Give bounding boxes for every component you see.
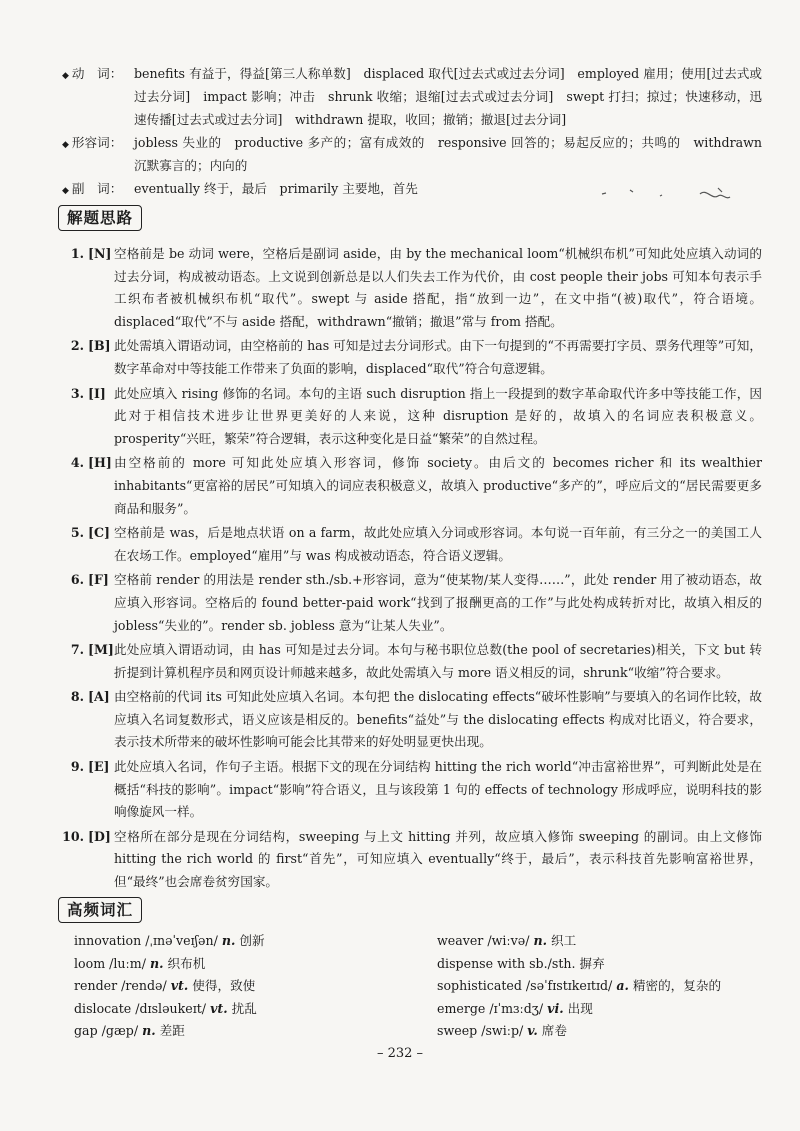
list-item: 7. [M] 此处应填入谓语动词，由 has 可知是过去分词。本句与秘书职位总数(the pool of secretaries)相关，下文 but 转折提到计算机程序员和网页设计师越来越多，故此处需填入与 more 语义相反的词，shrunk“收缩”符合要求。 [62,639,762,684]
diamond-bullet-icon: ◆ [62,186,69,196]
adjectives-label: ◆ 形容词： [62,135,123,150]
answer-letter: [H] [88,455,112,471]
list-item: dispense with sb./sth. 摒弃 [437,955,605,971]
list-item: 8. [A] 由空格前的代词 its 可知此处应填入名词。本句把 the dislocating effects“破坏性影响”与要填入的名词作比较，故应填入名词复数形式，语义应该是相反的。benefits“益处”与 the dislocating effects 构成对比语义，符合要求，表示技术所带来的破坏性影响可能会比其带来的好处明显更快出现。 [62,686,762,754]
vocabulary-block [62,62,762,203]
high-frequency-vocab-heading: 高频词汇 [58,897,142,923]
list-item: dislocate /dɪsləukeɪt/ vt. 扰乱 [74,1000,257,1016]
analysis-heading: 解题思路 [58,205,142,231]
explanation-text: 此处需填入谓语动词，由空格前的 has 可知是过去分词形式。由下一句提到的“不再需要打字员、票务代理等”可知，数字革命对中等技能工作带来了负面的影响，displaced“取代”符合句意逻辑。 [114,338,762,376]
explanation-text: 空格所在部分是现在分词结构，sweeping 与上文 hitting 并列，故应填入修饰 sweeping 的副词。由上文修饰 hitting the rich world 的 first“首先”，可知应填入 eventually“终于，最后”，表示科技首先影响富裕世界，但“最终”也会席卷贫穷国家。 [114,828,762,890]
list-item: 3. [I] 此处应填入 rising 修饰的名词。本句的主语 such disruption 指上一段提到的数字革命取代许多中等技能工作，因此对于相信技术进步让世界更美好的人来说，这种 disruption 是好的，故填入的名词应表积极意义。prosperity“兴旺，繁荣”符合逻辑，表示这种变化是日益“繁荣”的自然过程。 [62,383,762,451]
verbs-label: ◆ 动 词： [62,66,123,81]
verbs-text: benefits 有益于，得益[第三人称单数] displaced 取代[过去式或过去分词] employed 雇用；使用[过去式或过去分词] impact 影响；冲击 shrunk 收缩；退缩[过去式或过去分词] swept 打扫；掠过；快速移动，迅速传播[过去式或过去分词] withdrawn 提取，收回；撤销；撤退[过去分词] [134,66,762,127]
list-item: 6. [F] 空格前 render 的用法是 render sth./sb.+形容词，意为“使某物/某人变得……”，此处 render 用了被动语态，故应填入形容词。空格后的 found better-paid work“找到了报酬更高的工作”与此处构成转折对比，故填入相反的 jobless“失业的”。render sb. jobless 意为“让某人失业”。 [62,569,762,637]
answer-letter: [C] [88,525,110,541]
explanation-text: 空格前是 was，后是地点状语 on a farm，故此处应填入分词或形容词。本句说一百年前，有三分之一的美国工人在农场工作。employed“雇用”与 was 构成被动语态，符合语义逻辑。 [114,525,762,563]
list-item: render /rendə/ vt. 使得，致使 [74,978,256,994]
explanation-text: 空格前是 be 动词 were，空格后是副词 aside，由 by the mechanical loom“机械织布机”可知此处应填入动词的过去分词，构成被动语态。上文说到创新总是以人们失去工作为代价，由 cost people their jobs 可知本句表示手工织布者被机械织布机“取代”。swept 与 aside 搭配，指“放到一边”，在文中指“(被)取代”，符合语境。displaced“取代”不与 aside 搭配，withdrawn“撤销；撤退”常与 from 搭配。 [114,246,762,329]
answer-letter: [M] [88,642,114,658]
answer-letter: [A] [88,689,110,705]
list-item: weaver /wiːvə/ n. 织工 [437,933,577,948]
list-item: innovation /ˌɪnəˈveɪʃən/ n. 创新 [74,933,265,948]
list-item: 9. [E] 此处应填入名词，作句子主语。根据下文的现在分词结构 hitting the rich world“冲击富裕世界”，可判断此处是在概括“科技的影响”。impact“影响”符合语义，且与该段第 1 句的 effects of technology 形成呼应，说明科技的影响像旋风一样。 [62,756,762,824]
adjectives-row [62,131,762,177]
answer-letter: [E] [88,759,110,775]
diamond-bullet-icon: ◆ [62,71,69,81]
list-item: 1. [N] 空格前是 be 动词 were，空格后是副词 aside，由 by the mechanical loom“机械织布机”可知此处应填入动词的过去分词，构成被动语态。上文说到创新总是以人们失去工作为代价，由 cost people their jobs 可知本句表示手工织布者被机械织布机“取代”。swept 与 aside 搭配，指“放到一边”，在文中指“(被)取代”，符合语境。displaced“取代”不与 aside 搭配，withdrawn“撤销；撤退”常与 from 搭配。 [62,243,762,333]
list-item: gap /gæp/ n. 差距 [74,1023,185,1039]
word-list-left [74,930,414,1043]
list-item: 10. [D] 空格所在部分是现在分词结构，sweeping 与上文 hitting 并列，故应填入修饰 sweeping 的副词。由上文修饰 hitting the rich world 的 first“首先”，可知应填入 eventually“终于，最后”，表示科技首先影响富裕世界，但“最终”也会席卷贫穷国家。 [62,826,762,894]
answer-letter: [I] [88,385,106,401]
answer-letter: [B] [88,338,111,354]
list-item: sweep /swiːp/ v. 席卷 [437,1023,567,1039]
adjectives-text: jobless 失业的 productive 多产的；富有成效的 responsive 回答的；易起反应的；共鸣的 withdrawn 沉默寡言的；内向的 [134,135,762,173]
list-item: sophisticated /səˈfɪstɪkeɪtɪd/ a. 精密的，复杂的 [437,978,722,994]
list-item: loom /luːm/ n. 织布机 [74,955,206,971]
pen-scribble-mark [600,184,740,208]
explanation-text: 此处应填入 rising 修饰的名词。本句的主语 such disruption 指上一段提到的数字革命取代许多中等技能工作，因此对于相信技术进步让世界更美好的人来说，这种 disruption 是好的，故填入的名词应表积极意义。prosperity“兴旺，繁荣”符合逻辑，表示这种变化是日益“繁荣”的自然过程。 [114,385,762,446]
answer-letter: [F] [88,572,109,588]
answer-letter: [N] [88,246,112,261]
word-list-right [437,930,767,1043]
verbs-row [62,62,762,131]
explanation-text: 由空格前的 more 可知此处应填入形容词，修饰 society。由后文的 becomes richer 和 its wealthier inhabitants“更富裕的居民”可知填入的词应表积极意义，故填入 productive“多产的”，呼应后文的“居民需要更多商品和服务”。 [114,455,762,516]
explanation-text: 由空格前的代词 its 可知此处应填入名词。本句把 the dislocating effects“破坏性影响”与要填入的名词作比较，故应填入名词复数形式，语义应该是相反的。benefits“益处”与 the dislocating effects 构成对比语义，符合要求，表示技术所带来的破坏性影响可能会比其带来的好处明显更快出现。 [114,689,762,750]
explanation-text: 空格前 render 的用法是 render sth./sb.+形容词，意为“使某物/某人变得……”，此处 render 用了被动语态，故应填入形容词。空格后的 found better-paid work“找到了报酬更高的工作”与此处构成转折对比，故填入相反的 jobless“失业的”。render sb. jobless 意为“让某人失业”。 [114,572,762,633]
list-item: 4. [H] 由空格前的 more 可知此处应填入形容词，修饰 society。由后文的 becomes richer 和 its wealthier inhabitants“更富裕的居民”可知填入的词应表积极意义，故填入 productive“多产的”，呼应后文的“居民需要更多商品和服务”。 [62,452,762,520]
adverbs-text: eventually 终于，最后 primarily 主要地，首先 [134,181,418,196]
page-number: – 232 – [376,1046,424,1061]
list-item: 2. [B] 此处需填入谓语动词，由空格前的 has 可知是过去分词形式。由下一句提到的“不再需要打字员、票务代理等”可知，数字革命对中等技能工作带来了负面的影响，displaced“取代”符合句意逻辑。 [62,335,762,380]
adverbs-label: ◆ 副 词： [62,181,123,196]
explanation-text: 此处应填入谓语动词，由 has 可知是过去分词。本句与秘书职位总数(the pool of secretaries)相关，下文 but 转折提到计算机程序员和网页设计师越来越多，故此处需填入与 more 语义相反的词，shrunk“收缩”符合要求。 [114,642,762,680]
answer-letter: [D] [88,828,111,844]
analysis-list [62,243,762,896]
list-item: 5. [C] 空格前是 was，后是地点状语 on a farm，故此处应填入分词或形容词。本句说一百年前，有三分之一的美国工人在农场工作。employed“雇用”与 was 构成被动语态，符合语义逻辑。 [62,522,762,567]
explanation-text: 此处应填入名词，作句子主语。根据下文的现在分词结构 hitting the rich world“冲击富裕世界”，可判断此处是在概括“科技的影响”。impact“影响”符合语义，且与该段第 1 句的 effects of technology 形成呼应，说明科技的影响像旋风一样。 [114,759,762,820]
list-item: emerge /ɪˈmɜːdʒ/ vi. 出现 [437,1000,593,1016]
diamond-bullet-icon: ◆ [62,140,69,150]
